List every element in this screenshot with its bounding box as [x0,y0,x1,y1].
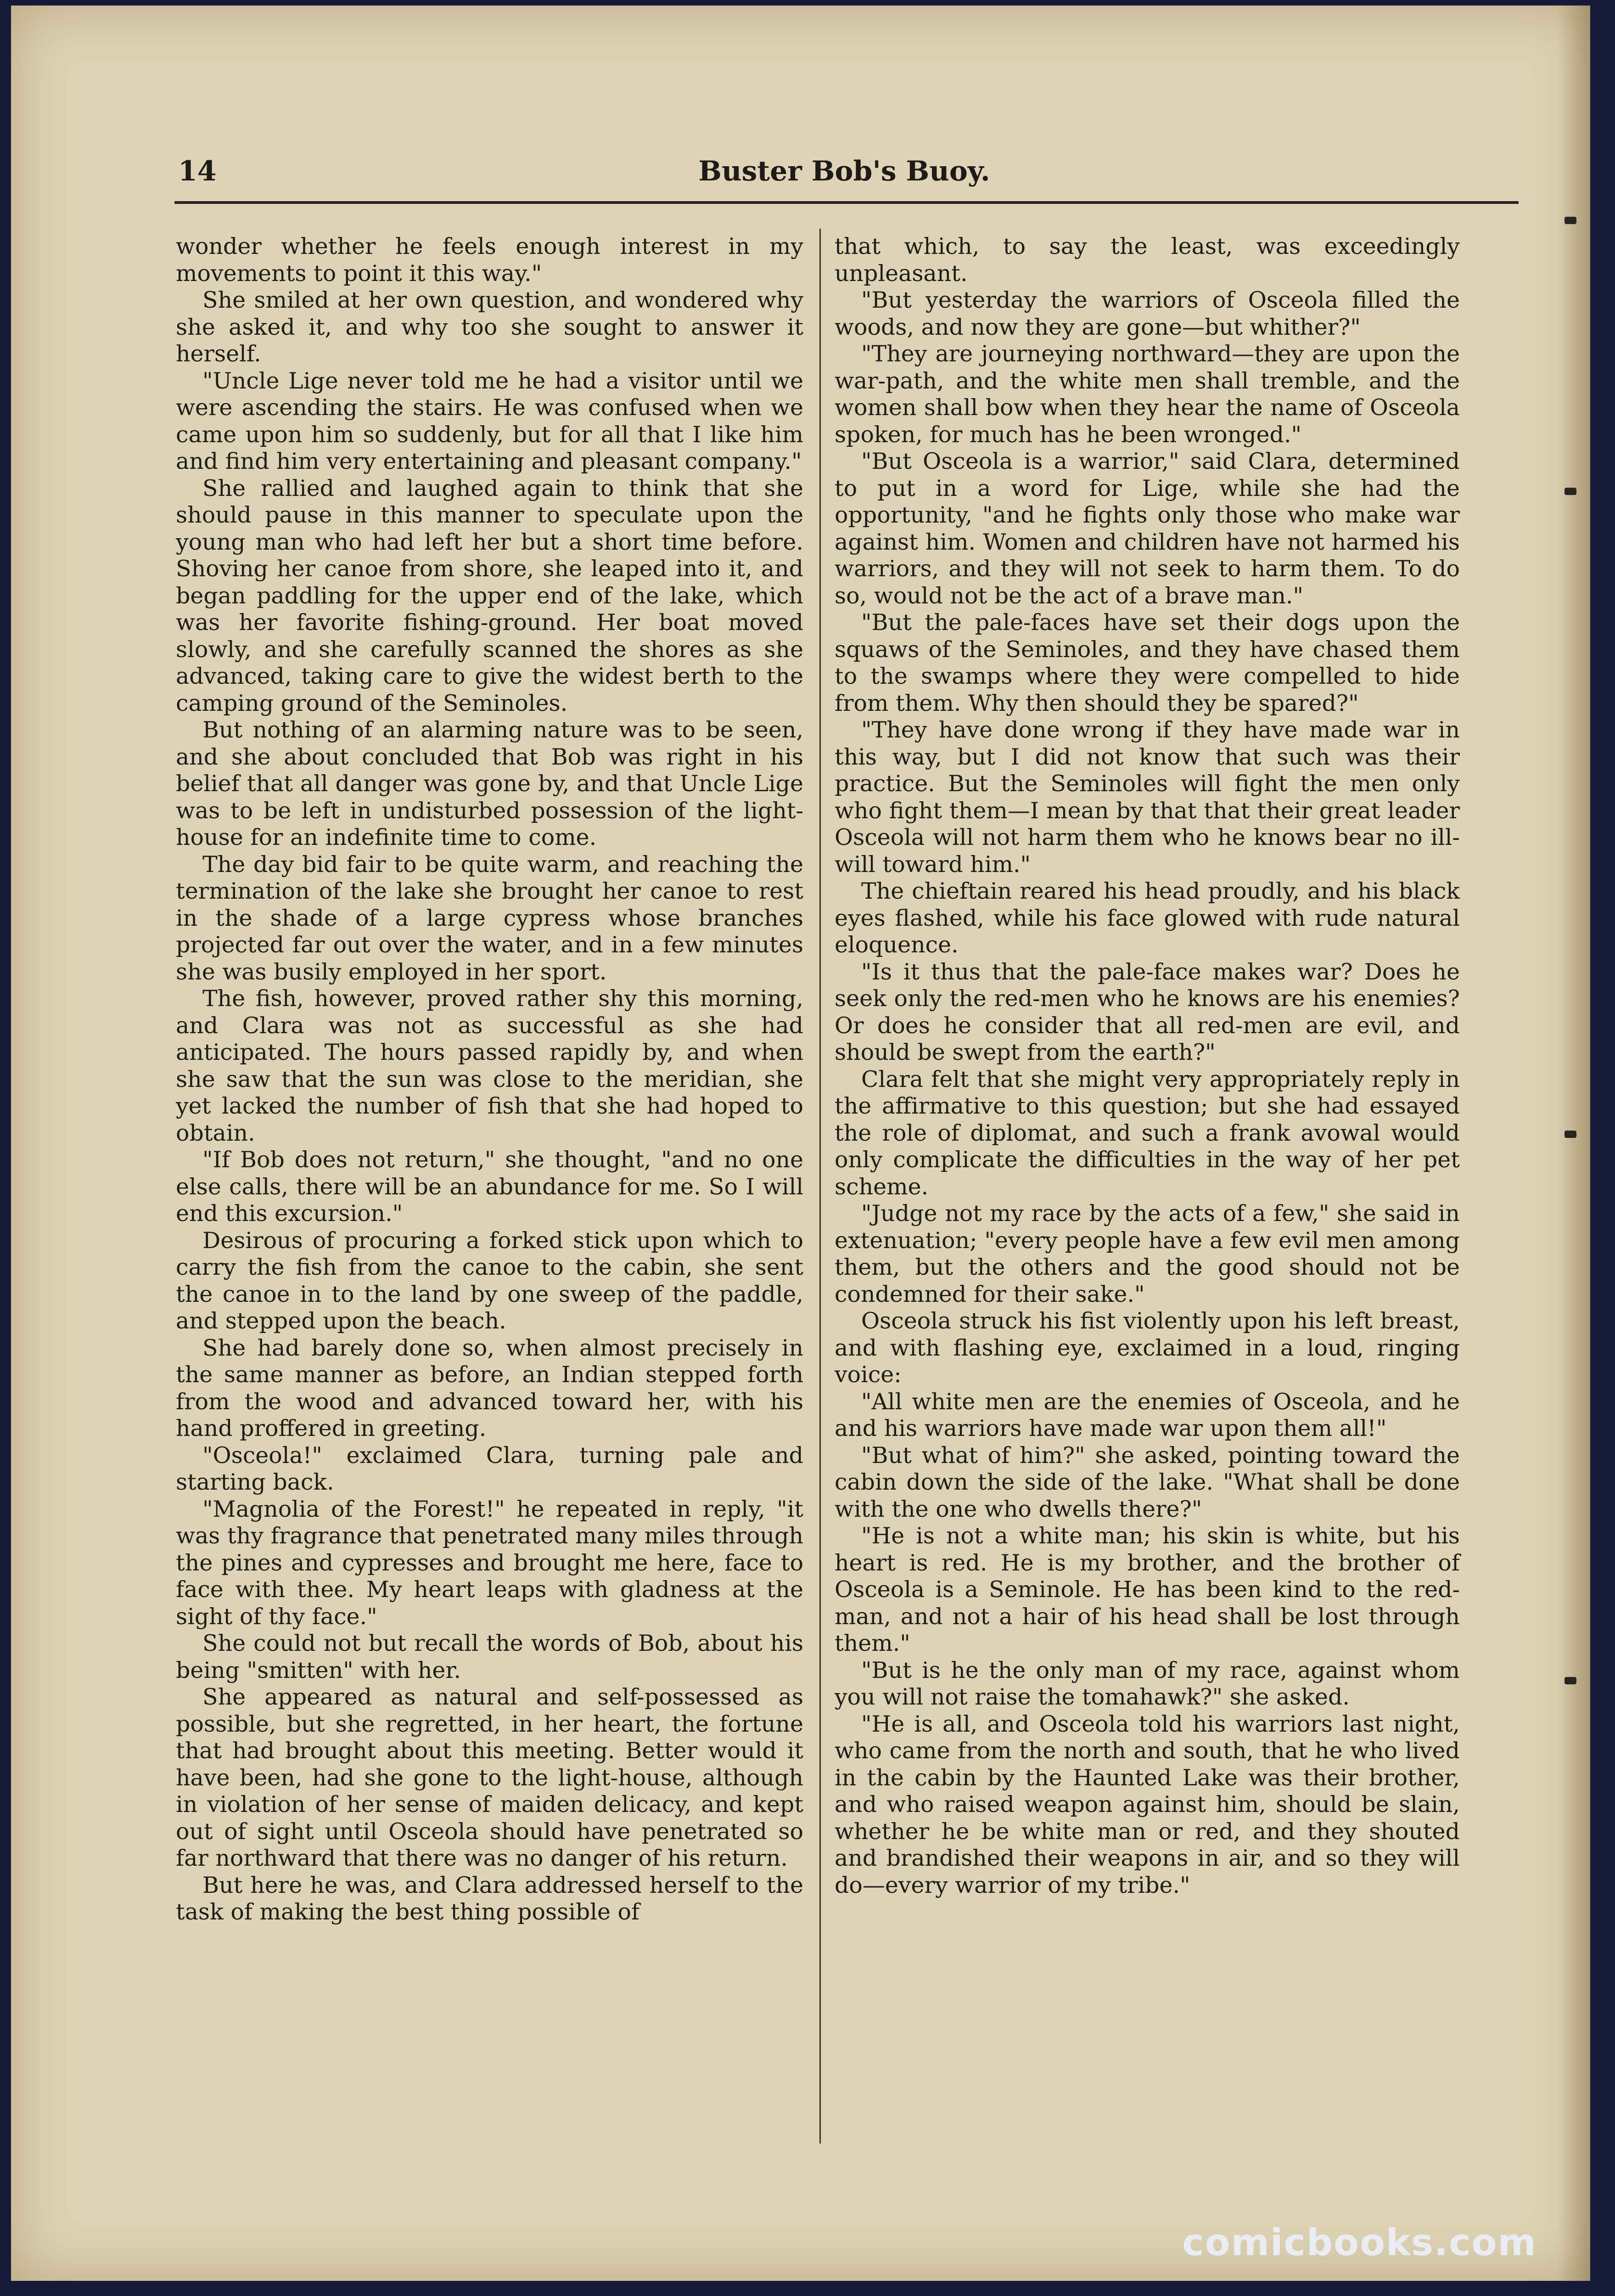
column-divider [819,229,821,2144]
paragraph: "Magnolia of the Forest!" he repeated in reply, "it was thy fragrance that penetrated many miles through the pines and cypresses and brought me here, face to face with thee. My heart leaps with gladness at the sight of thy face." [176,1496,803,1630]
paragraph: "But what of him?" she asked, pointing toward the cabin down the side of the lake. "What shall be done with the one who dwells there?" [835,1442,1460,1522]
paragraph: Clara felt that she might very appropriately reply in the affirmative to this question; but she had essayed the role of diplomat, and such a frank avowal would only complicate the difficulties in the way of her pet scheme. [835,1066,1460,1200]
paragraph: "They are journeying northward—they are upon the war-path, and the white men shall tremble, and the women shall bow when they hear the name of Osceola spoken, for much has he been wronged." [835,341,1460,448]
running-title: Buster Bob's Buoy. [698,155,990,187]
paragraph: Desirous of procuring a forked stick upon which to carry the fish from the canoe to the cabin, she sent the canoe in to the land by one sweep of the paddle, and stepped upon the beach. [176,1227,803,1334]
paragraph: "He is all, and Osceola told his warriors last night, who came from the north and south, that he who lived in the cabin by the Haunted Lake was their brother, and who raised weapon against him, should be slain, whether he be white man or red, and they shouted and brandished their weapons in air, and so they will do—every warrior of my tribe." [835,1711,1460,1898]
paragraph: wonder whether he feels enough interest in my movements to point it this way." [176,233,803,287]
paragraph: The fish, however, proved rather shy this morning, and Clara was not as successful as she had anticipated. The hours passed rapidly by, and when she saw that the sun was close to the meridian, she yet lacked the number of fish that she had hoped to obtain. [176,985,803,1146]
binding-staple-icon [1565,217,1576,224]
paragraph: "But yesterday the warriors of Osceola filled the woods, and now they are gone—but whither?" [835,287,1460,340]
paragraph: The chieftain reared his head proudly, and his black eyes flashed, while his face glowed with rude natural eloquence. [835,878,1460,958]
paragraph: "Osceola!" exclaimed Clara, turning pale and starting back. [176,1442,803,1495]
page-number: 14 [178,155,217,187]
paragraph: "He is not a white man; his skin is white, but his heart is red. He is my brother, and the brother of Osceola is a Seminole. He has been kind to the red-man, and not a hair of his head shall be lost through them." [835,1523,1460,1656]
paragraph: But here he was, and Clara addressed herself to the task of making the best thing possible of [176,1872,803,1925]
paragraph: "They have done wrong if they have made war in this way, but I did not know that such was their practice. But the Seminoles will fight the men only who fight them—I mean by that that their great leader Osceola will not harm them who he knows bear no ill-will toward him." [835,717,1460,878]
paragraph: "But Osceola is a warrior," said Clara, determined to put in a word for Lige, while she had the opportunity, "and he fights only those who make war against him. Women and children have not harmed his warriors, and they will not seek to harm them. To do so, would not be the act of a brave man." [835,448,1460,609]
paragraph: "Judge not my race by the acts of a few," she said in extenuation; "every people have a few evil men among them, but the others and the good should not be condemned for their sake." [835,1200,1460,1307]
paragraph: But nothing of an alarming nature was to be seen, and she about concluded that Bob was right in his belief that all danger was gone by, and that Uncle Lige was to be left in undisturbed possession of the light-house for an indefinite time to come. [176,717,803,850]
paragraph: "All white men are the enemies of Osceola, and he and his warriors have made war upon them all!" [835,1388,1460,1441]
paragraph: "Is it thus that the pale-face makes war? Does he seek only the red-men who he knows are his enemies? Or does he consider that all red-men are evil, and should be swept from the earth?" [835,958,1460,1065]
paragraph: "But is he the only man of my race, against whom you will not raise the tomahawk?" she asked. [835,1657,1460,1710]
binding-staple-icon [1565,488,1576,495]
paragraph: that which, to say the least, was exceedingly unpleasant. [835,233,1460,287]
header-rule [174,201,1519,204]
paragraph: She could not but recall the words of Bob, about his being "smitten" with her. [176,1630,803,1683]
page-gutter-shadow [1558,6,1590,2281]
watermark-text: comicbooks.com [1182,2221,1537,2264]
page-header [165,155,1523,189]
binding-staple-icon [1565,1677,1576,1684]
paragraph: "If Bob does not return," she thought, "and no one else calls, there will be an abundance for me. So I will end this excursion." [176,1147,803,1227]
paragraph: She appeared as natural and self-possessed as possible, but she regretted, in her heart, the fortune that had brought about this meeting. Better would it have been, had she gone to the light-house, although in violation of her sense of maiden delicacy, and kept out of sight until Osceola should have penetrated so far northward that there was no danger of his return. [176,1684,803,1871]
paragraph: The day bid fair to be quite warm, and reaching the termination of the lake she brought her canoe to rest in the shade of a large cypress whose branches projected far out over the water, and in a few minutes she was busily employed in her sport. [176,851,803,985]
text-column-left [176,233,803,1926]
paragraph: Osceola struck his fist violently upon his left breast, and with flashing eye, exclaimed in a loud, ringing voice: [835,1308,1460,1388]
paragraph: She smiled at her own question, and wondered why she asked it, and why too she sought to answer it herself. [176,287,803,367]
paragraph: She had barely done so, when almost precisely in the same manner as before, an Indian stepped forth from the wood and advanced toward her, with his hand proffered in greeting. [176,1334,803,1441]
paragraph: She rallied and laughed again to think that she should pause in this manner to speculate upon the young man who had left her but a short time before. Shoving her canoe from shore, she leaped into it, and began paddling for the upper end of the lake, which was her favorite fishing-ground. Her boat moved slowly, and she carefully scanned the shores as she advanced, taking care to give the widest berth to the camping ground of the Seminoles. [176,475,803,716]
paragraph: "Uncle Lige never told me he had a visitor until we were ascending the stairs. He was confused when we came upon him so suddenly, but for all that I like him and find him very entertaining and pleasant company." [176,367,803,474]
binding-staple-icon [1565,1131,1576,1138]
paragraph: "But the pale-faces have set their dogs upon the squaws of the Seminoles, and they have chased them to the swamps where they were compelled to hide from them. Why then should they be spared?" [835,609,1460,716]
text-column-right [835,233,1460,1899]
